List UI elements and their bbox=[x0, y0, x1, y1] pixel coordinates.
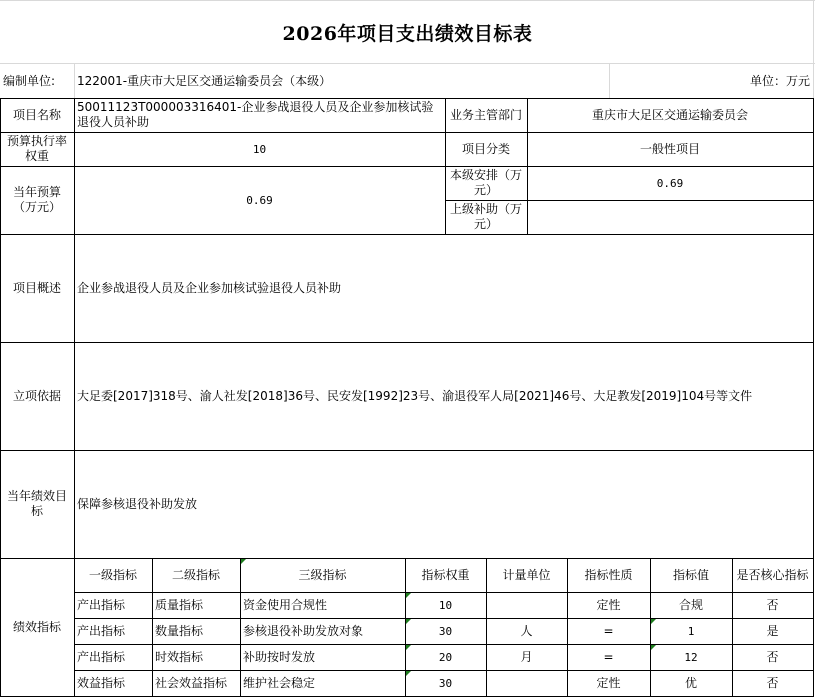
goal-value[interactable]: 保障参核退役补助发放 bbox=[77, 496, 198, 511]
edit-unit-label: 编制单位: bbox=[3, 73, 56, 88]
header-level1: 一级指标 bbox=[88, 567, 137, 582]
indicator-nature[interactable]: = bbox=[603, 623, 614, 638]
border-line bbox=[152, 558, 153, 697]
project-name-value[interactable]: 50011123T000003316401-企业参战退役人员及企业参加核试验退役人员补助 bbox=[77, 100, 434, 129]
header-level2: 二级指标 bbox=[171, 567, 220, 582]
header-core: 是否核心指标 bbox=[736, 567, 809, 582]
border-line bbox=[405, 558, 406, 697]
page-title: 2026年项目支出绩效目标表 bbox=[282, 22, 533, 45]
dept-label: 业务主管部门 bbox=[449, 107, 522, 122]
exec-rate-label: 预算执行率权重 bbox=[6, 134, 67, 163]
indicator-level2[interactable]: 社会效益指标 bbox=[155, 676, 228, 690]
border-line bbox=[567, 558, 568, 697]
indicator-nature[interactable]: = bbox=[603, 649, 614, 664]
border-line bbox=[0, 132, 814, 133]
border-line bbox=[74, 98, 75, 697]
border-line bbox=[0, 558, 814, 559]
indicator-weight[interactable]: 30 bbox=[438, 624, 453, 638]
budget-label: 当年预算（万元） bbox=[12, 185, 61, 214]
project-name-label: 项目名称 bbox=[12, 107, 61, 122]
header-level3: 三级指标 bbox=[298, 567, 347, 582]
indicator-nature[interactable]: 定性 bbox=[596, 676, 621, 690]
border-line bbox=[0, 234, 814, 235]
local-budget-value[interactable]: 0.69 bbox=[656, 176, 684, 190]
indicator-value[interactable]: 1 bbox=[687, 624, 695, 638]
comment-marker-icon bbox=[406, 593, 411, 598]
indicator-unit[interactable]: 月 bbox=[520, 649, 533, 664]
indicators-label: 绩效指标 bbox=[12, 620, 61, 634]
comment-marker-icon bbox=[406, 619, 411, 624]
header-value: 指标值 bbox=[672, 567, 709, 582]
local-budget-label: 本级安排（万元） bbox=[449, 168, 522, 197]
border-line bbox=[0, 342, 814, 343]
indicator-level3[interactable]: 补助按时发放 bbox=[243, 649, 316, 664]
indicator-level3[interactable]: 资金使用合规性 bbox=[243, 597, 328, 612]
indicator-level2[interactable]: 数量指标 bbox=[155, 623, 204, 638]
indicator-weight[interactable]: 30 bbox=[438, 677, 453, 690]
indicator-level3[interactable]: 维护社会稳定 bbox=[243, 676, 316, 690]
superior-subsidy-value[interactable] bbox=[527, 200, 813, 234]
edit-unit-value: 122001-重庆市大足区交通运输委员会（本级） bbox=[77, 73, 332, 88]
indicator-weight[interactable]: 20 bbox=[438, 650, 453, 664]
border-line bbox=[74, 592, 814, 593]
indicator-value[interactable]: 12 bbox=[684, 650, 698, 664]
border-line bbox=[732, 558, 733, 697]
gridline bbox=[813, 0, 814, 98]
indicator-level1[interactable]: 效益指标 bbox=[77, 676, 126, 690]
unit-label: 单位：万元 bbox=[749, 73, 810, 88]
comment-marker-icon bbox=[241, 559, 246, 564]
overview-label: 项目概述 bbox=[12, 280, 61, 295]
indicator-level1[interactable]: 产出指标 bbox=[77, 649, 126, 664]
basis-label: 立项依据 bbox=[12, 388, 61, 403]
indicator-core[interactable]: 是 bbox=[766, 623, 779, 638]
indicator-unit[interactable]: 人 bbox=[520, 623, 533, 638]
border-line bbox=[650, 558, 651, 697]
border-line bbox=[74, 618, 814, 619]
indicator-unit[interactable] bbox=[486, 670, 567, 697]
comment-marker-icon bbox=[651, 645, 656, 650]
indicator-level2[interactable]: 时效指标 bbox=[155, 649, 204, 664]
comment-marker-icon bbox=[406, 645, 411, 650]
indicator-unit[interactable] bbox=[486, 592, 567, 618]
overview-value[interactable]: 企业参战退役人员及企业参加核试验退役人员补助 bbox=[77, 280, 342, 295]
indicator-core[interactable]: 否 bbox=[766, 676, 779, 690]
indicator-level1[interactable]: 产出指标 bbox=[77, 623, 126, 638]
indicator-core[interactable]: 否 bbox=[766, 649, 779, 664]
border-line bbox=[813, 98, 814, 697]
indicator-weight[interactable]: 10 bbox=[438, 598, 453, 612]
border-line bbox=[445, 200, 814, 201]
title-row bbox=[0, 0, 815, 64]
border-line bbox=[0, 98, 814, 99]
superior-subsidy-label: 上级补助（万元） bbox=[449, 202, 522, 231]
basis-value[interactable]: 大足委[2017]318号、渝人社发[2018]36号、民安发[1992]23号、渝退役军人局[2021]46号、大足教发[2019]104号等文件 bbox=[77, 388, 753, 403]
header-nature: 指标性质 bbox=[584, 567, 633, 582]
header-unit: 计量单位 bbox=[502, 567, 551, 582]
comment-marker-icon bbox=[406, 671, 411, 676]
border-line bbox=[486, 558, 487, 697]
category-label: 项目分类 bbox=[461, 141, 510, 156]
indicator-nature[interactable]: 定性 bbox=[596, 597, 621, 612]
budget-value[interactable]: 0.69 bbox=[246, 193, 273, 207]
border-line bbox=[0, 450, 814, 451]
dept-value[interactable]: 重庆市大足区交通运输委员会 bbox=[591, 107, 748, 122]
border-line bbox=[240, 558, 241, 697]
goal-label: 当年绩效目标 bbox=[6, 489, 67, 518]
category-value[interactable]: 一般性项目 bbox=[639, 141, 700, 156]
exec-rate-value[interactable]: 10 bbox=[252, 142, 267, 156]
border-line bbox=[0, 98, 1, 697]
border-line bbox=[0, 166, 814, 167]
indicator-level1[interactable]: 产出指标 bbox=[77, 597, 126, 612]
header-weight: 指标权重 bbox=[421, 567, 470, 582]
indicator-level2[interactable]: 质量指标 bbox=[155, 597, 204, 612]
indicator-level3[interactable]: 参核退役补助发放对象 bbox=[243, 623, 364, 638]
border-line bbox=[74, 670, 814, 671]
comment-marker-icon bbox=[651, 619, 656, 624]
border-line bbox=[74, 644, 814, 645]
indicator-value[interactable]: 合规 bbox=[678, 597, 703, 612]
indicator-core[interactable]: 否 bbox=[766, 597, 779, 612]
indicator-value[interactable]: 优 bbox=[684, 676, 697, 690]
